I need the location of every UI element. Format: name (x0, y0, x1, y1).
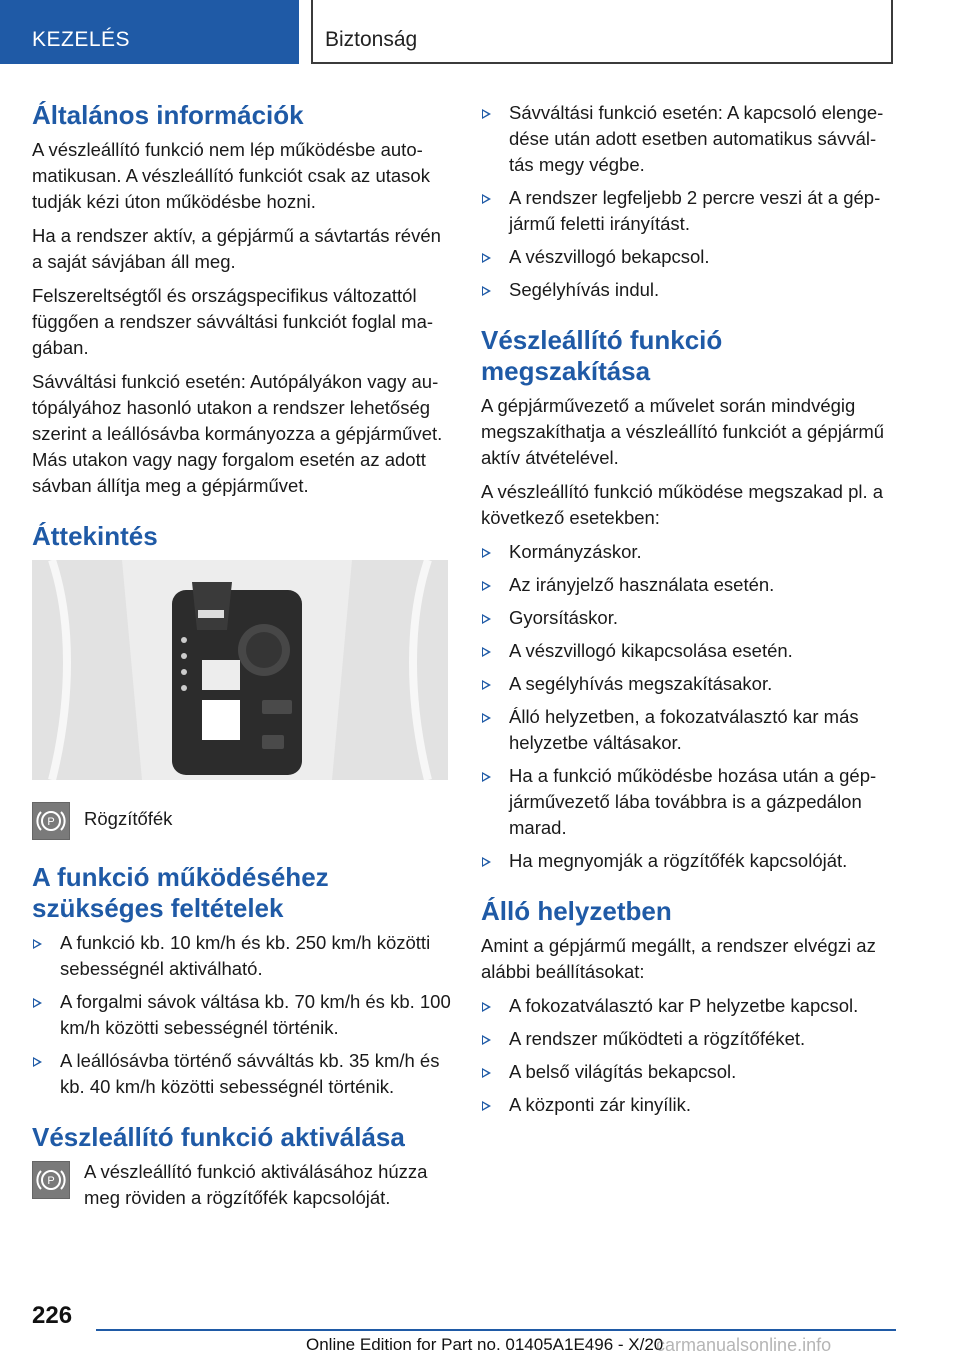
bullet-triangle-icon (482, 713, 491, 723)
interrupt-paragraph: A gépjárművezető a művelet során mindvégig megszakíthatja a vészleállító funkciót a gépjármű aktív átvételével. (481, 395, 885, 468)
list-item: A vészvillogó kikapcsolása esetén. (481, 638, 897, 664)
right-column (481, 100, 897, 1140)
list-item: A belső világítás bekapcsol. (481, 1059, 897, 1085)
bullet-triangle-icon (33, 998, 42, 1008)
general-title: Általános információk (32, 100, 304, 130)
general-section (32, 100, 452, 499)
header-section-label: KEZELÉS (32, 28, 131, 51)
activation-title: Vészleállító funkció aktiválása (32, 1122, 405, 1152)
overview-section (32, 521, 452, 840)
svg-text:P: P (47, 1175, 55, 1187)
list-item: A segélyhívás megszakításakor. (481, 671, 897, 697)
list-item: Ha a funkció működésbe hozása után a gép-járművezető lába továbbra is a gázpedálon marad. (481, 763, 897, 841)
list-item: A funkció kb. 10 km/h és kb. 250 km/h közötti sebességnél aktiválható. (32, 930, 452, 982)
list-item: A vészvillogó bekapcsol. (481, 244, 897, 270)
interrupt-paragraph: A vészleállító funkció működése megszakad pl. a következő esetekben: (481, 481, 884, 528)
bullet-triangle-icon (482, 109, 491, 119)
bullet-triangle-icon (482, 614, 491, 624)
general-paragraph: Sávváltási funkció esetén: Autópályákon vagy au-tópályához hasonló utakon a rendszer lehetőség szerint a leállósávba kormányozza a gépjárművet. Más utakon vagy nagy forgalom esetén az adott sávban állítja meg a gépjárművet. (32, 371, 443, 496)
list-item: A fokozatválasztó kar P helyzetbe kapcsol. (481, 993, 897, 1019)
bullet-triangle-icon (482, 1101, 491, 1111)
general-paragraph: Ha a rendszer aktív, a gépjármű a sávtartás révén a saját sávjában áll meg. (32, 225, 441, 272)
bullet-triangle-icon (482, 548, 491, 558)
list-item: Sávváltási funkció esetén: A kapcsoló elenge-dése után adott esetben automatikus sávvál-tás megy végbe. (481, 100, 897, 178)
list-item: A forgalmi sávok váltása kb. 70 km/h és kb. 100 km/h közötti sebességnél történik. (32, 989, 452, 1041)
bullet-triangle-icon (33, 939, 42, 949)
svg-text:P: P (47, 816, 55, 828)
edition-text: Online Edition for Part no. 01405A1E496 - X/20 (306, 1335, 664, 1354)
interrupt-section (481, 325, 897, 874)
bullet-triangle-icon (482, 1002, 491, 1012)
center-console-illustration (32, 560, 448, 780)
bullet-triangle-icon (482, 857, 491, 867)
overview-title: Áttekintés (32, 521, 158, 551)
parking-brake-legend (32, 800, 452, 840)
standstill-section (481, 896, 897, 1118)
conditions-section (32, 862, 452, 1100)
page-number: 226 (32, 1302, 73, 1329)
header-chapter-label: Biztonság (325, 28, 418, 51)
bullet-triangle-icon (482, 194, 491, 204)
list-item: Gyorsításkor. (481, 605, 897, 631)
header-section (0, 0, 299, 64)
interrupt-list (481, 539, 897, 874)
bullet-triangle-icon (482, 772, 491, 782)
lane-change-section (481, 100, 897, 303)
list-item: A rendszer működteti a rögzítőféket. (481, 1026, 897, 1052)
list-item: Segélyhívás indul. (481, 277, 897, 303)
list-item: A központi zár kinyílik. (481, 1092, 897, 1118)
watermark: carmanualsonline.info (656, 1335, 832, 1355)
bullet-triangle-icon (482, 581, 491, 591)
standstill-intro: Amint a gépjármű megállt, a rendszer elvégzi az alábbi beállításokat: (481, 935, 876, 982)
interrupt-title: Vészleállító funkció megszakítása (481, 325, 723, 386)
parking-brake-icon (32, 1161, 70, 1199)
left-column (32, 100, 452, 1241)
parking-brake-icon (32, 802, 70, 840)
list-item: A leállósávba történő sávváltás kb. 35 km/h és kb. 40 km/h közötti sebességnél történik. (32, 1048, 452, 1100)
general-paragraph: Felszereltségtől és országspecifikus változattól függően a rendszer sávváltási funkciót foglal ma-gában. (32, 285, 434, 358)
conditions-title: A funkció működéséhez szükséges feltételek (32, 862, 329, 923)
list-item: Kormányzáskor. (481, 539, 897, 565)
bullet-triangle-icon (482, 680, 491, 690)
lane-change-list (481, 100, 897, 303)
list-item: A rendszer legfeljebb 2 percre veszi át a gép-jármű feletti irányítást. (481, 185, 897, 237)
bullet-triangle-icon (33, 1057, 42, 1067)
header-chapter (311, 0, 893, 64)
conditions-list (32, 930, 452, 1100)
activation-section (32, 1122, 452, 1219)
bullet-triangle-icon (482, 647, 491, 657)
activation-row (32, 1159, 452, 1219)
bullet-triangle-icon (482, 1068, 491, 1078)
parking-brake-caption: Rögzítőfék (84, 808, 173, 829)
activation-text: A vészleállító funkció aktiválásához húzza meg röviden a rögzítőfék kapcsolóját. (84, 1161, 428, 1208)
center-console-photo (32, 560, 448, 780)
list-item: Ha megnyomják a rögzítőfék kapcsolóját. (481, 848, 897, 874)
general-paragraph: A vészleállító funkció nem lép működésbe auto-matikusan. A vészleállító funkciót csak az utasok tudják kézi úton működésbe hozni. (32, 139, 430, 212)
bullet-triangle-icon (482, 1035, 491, 1045)
list-item: Álló helyzetben, a fokozatválasztó kar más helyzetbe váltásakor. (481, 704, 897, 756)
standstill-title: Álló helyzetben (481, 896, 672, 926)
bullet-triangle-icon (482, 253, 491, 263)
footer-divider (96, 1329, 896, 1331)
standstill-list (481, 993, 897, 1118)
list-item: Az irányjelző használata esetén. (481, 572, 897, 598)
bullet-triangle-icon (482, 286, 491, 296)
